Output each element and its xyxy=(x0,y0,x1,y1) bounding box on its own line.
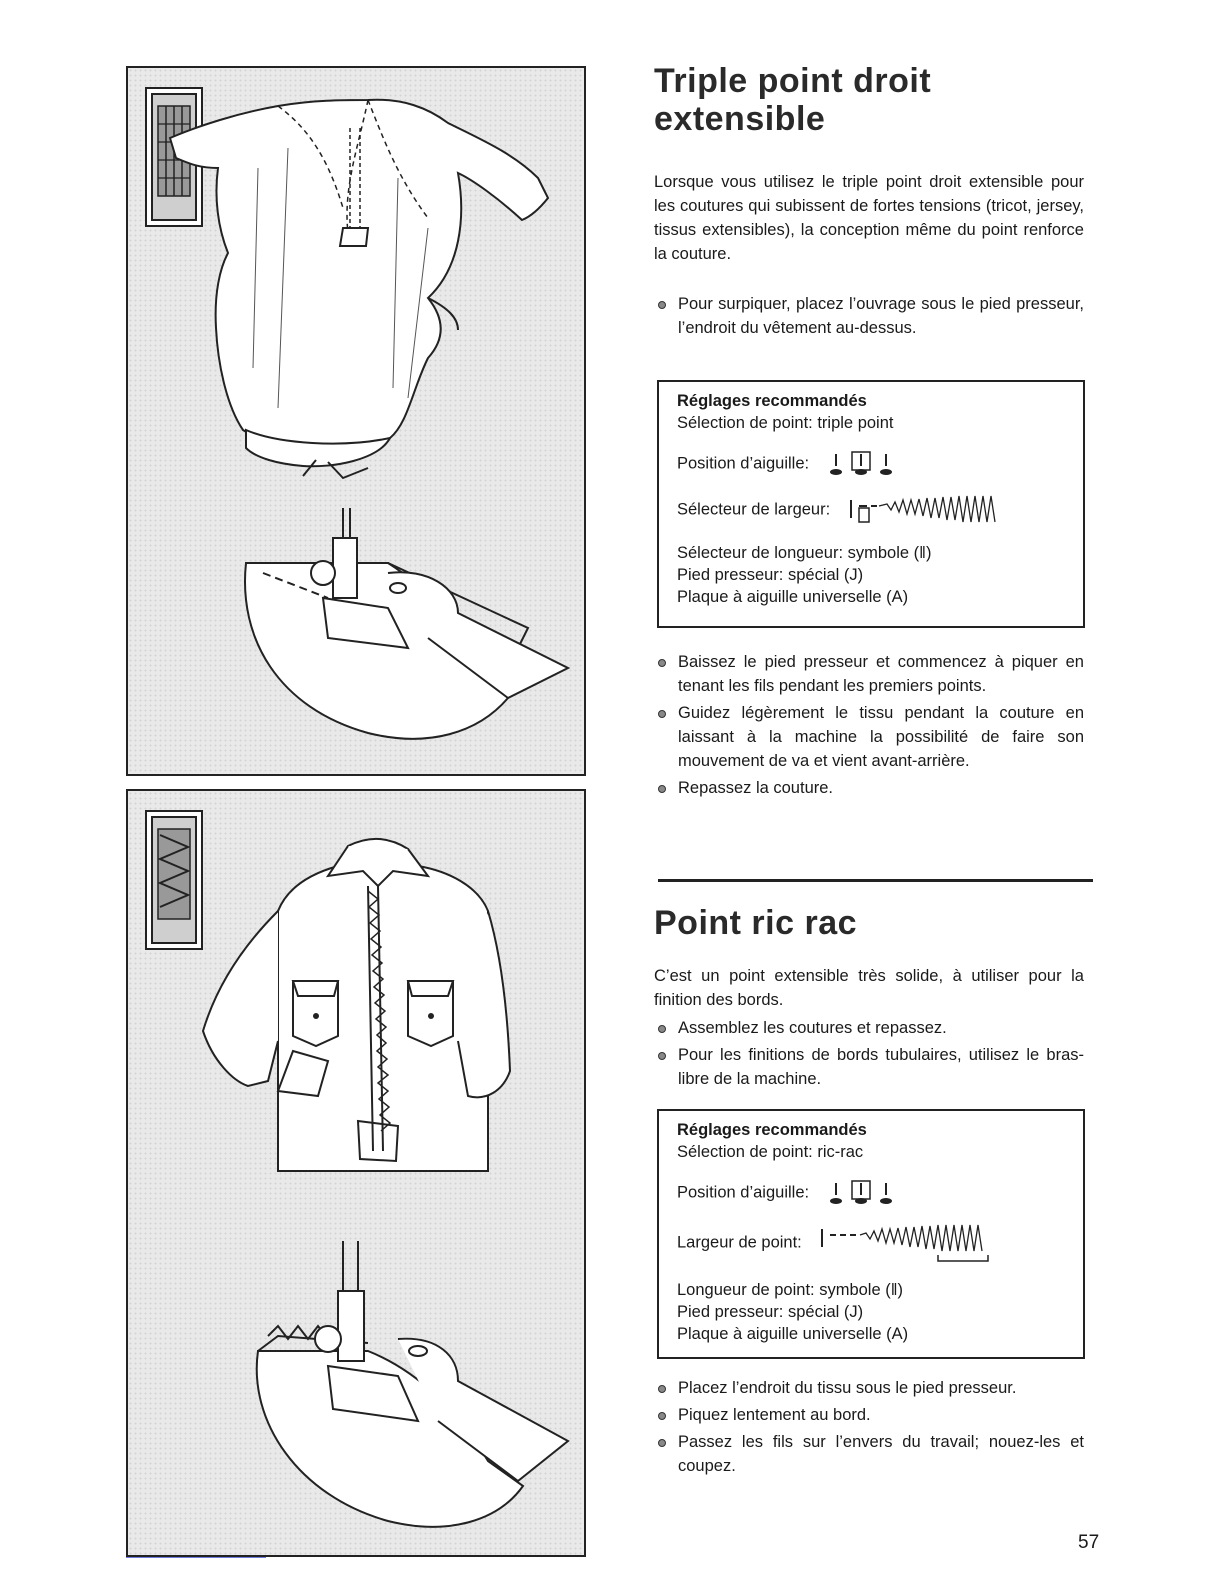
width-selector-label: Largeur de point: xyxy=(677,1233,802,1252)
list-item: Assemblez les coutures et repassez. xyxy=(654,1016,1084,1040)
bullet-list-after-settings-2 xyxy=(654,1376,1084,1481)
list-item: Piquez lentement au bord. xyxy=(654,1403,1084,1427)
list-item: Repassez la couture. xyxy=(654,776,1084,800)
needle-position-label: Position d’aiguille: xyxy=(677,1183,810,1202)
needle-position-row xyxy=(677,450,1065,478)
illustration-shirt-and-presser-foot xyxy=(128,791,584,1555)
needle-plate: Plaque à aiguille universelle (A) xyxy=(677,1325,909,1343)
section-intro-triple-stitch: Lorsque vous utilisez le triple point droit extensible pour les coutures qui subissent de fortes tensions (tricot, jersey, tissus extensibles), la conception même du point renforce la couture. xyxy=(654,173,1084,263)
page-number: 57 xyxy=(1078,1532,1100,1553)
stitch-width-scale-icon xyxy=(818,1223,998,1263)
bullet-list-before-settings-2 xyxy=(654,1016,1084,1094)
presser-foot-illustration-1 xyxy=(245,508,568,739)
recommended-settings-box-2 xyxy=(657,1109,1085,1359)
ric-rac-stitch-icon xyxy=(146,811,202,949)
length-selector: Sélecteur de longueur: symbole (‖) xyxy=(677,544,932,562)
needle-position-row xyxy=(677,1179,1065,1207)
list-item: Placez l’endroit du tissu sous le pied presseur. xyxy=(654,1376,1084,1400)
width-selector-label: Sélecteur de largeur: xyxy=(677,500,831,519)
illustration-panel-triple-stitch xyxy=(126,66,586,776)
bullet-list-after-settings-1 xyxy=(654,650,1084,803)
list-item: Guidez légèrement le tissu pendant la couture en laissant à la machine la possibilité de faire son mouvement de va et vient avant-arrière. xyxy=(654,701,1084,773)
stitch-selection: Sélection de point: ric-rac xyxy=(677,1143,864,1161)
illustration-panel-ric-rac xyxy=(126,789,586,1557)
needle-plate: Plaque à aiguille universelle (A) xyxy=(677,588,909,606)
presser-foot: Pied presseur: spécial (J) xyxy=(677,566,864,584)
presser-foot-illustration-2 xyxy=(257,1241,568,1527)
presser-foot: Pied presseur: spécial (J) xyxy=(677,1303,864,1321)
list-item: Pour les finitions de bords tubulaires, utilisez le bras-libre de la machine. xyxy=(654,1043,1084,1091)
width-selector-row xyxy=(677,1223,1065,1263)
needle-position-label: Position d’aiguille: xyxy=(677,454,810,473)
section-intro-ric-rac: C’est un point extensible très solide, à utiliser pour la finition des bords. xyxy=(654,967,1084,1009)
length-selector: Longueur de point: symbole (‖) xyxy=(677,1281,904,1299)
recommended-settings-box-1 xyxy=(657,380,1085,628)
illustration-baby-gown-and-presser-foot xyxy=(128,68,584,774)
list-item: Pour surpiquer, placez l’ouvrage sous le pied presseur, l’endroit du vêtement au-dessus. xyxy=(654,292,1084,340)
bullet-list-before-settings-1 xyxy=(654,292,1084,343)
list-item: Baissez le pied presseur et commencez à piquer en tenant les fils pendant les premiers points. xyxy=(654,650,1084,698)
footer-rule xyxy=(126,1557,266,1558)
width-selector-row xyxy=(677,494,1065,526)
section-title-ric-rac: Point ric rac xyxy=(654,904,858,942)
section-title-triple-stitch: Triple point droit extensible xyxy=(654,62,932,138)
settings-header: Réglages recommandés xyxy=(677,392,867,410)
needle-position-icon xyxy=(826,1179,896,1207)
section-divider xyxy=(658,879,1093,882)
stitch-selection: Sélection de point: triple point xyxy=(677,414,894,432)
needle-position-icon xyxy=(826,450,896,478)
stitch-width-scale-icon xyxy=(847,494,1007,526)
list-item: Passez les fils sur l’envers du travail; nouez-les et coupez. xyxy=(654,1430,1084,1478)
settings-header: Réglages recommandés xyxy=(677,1121,867,1139)
